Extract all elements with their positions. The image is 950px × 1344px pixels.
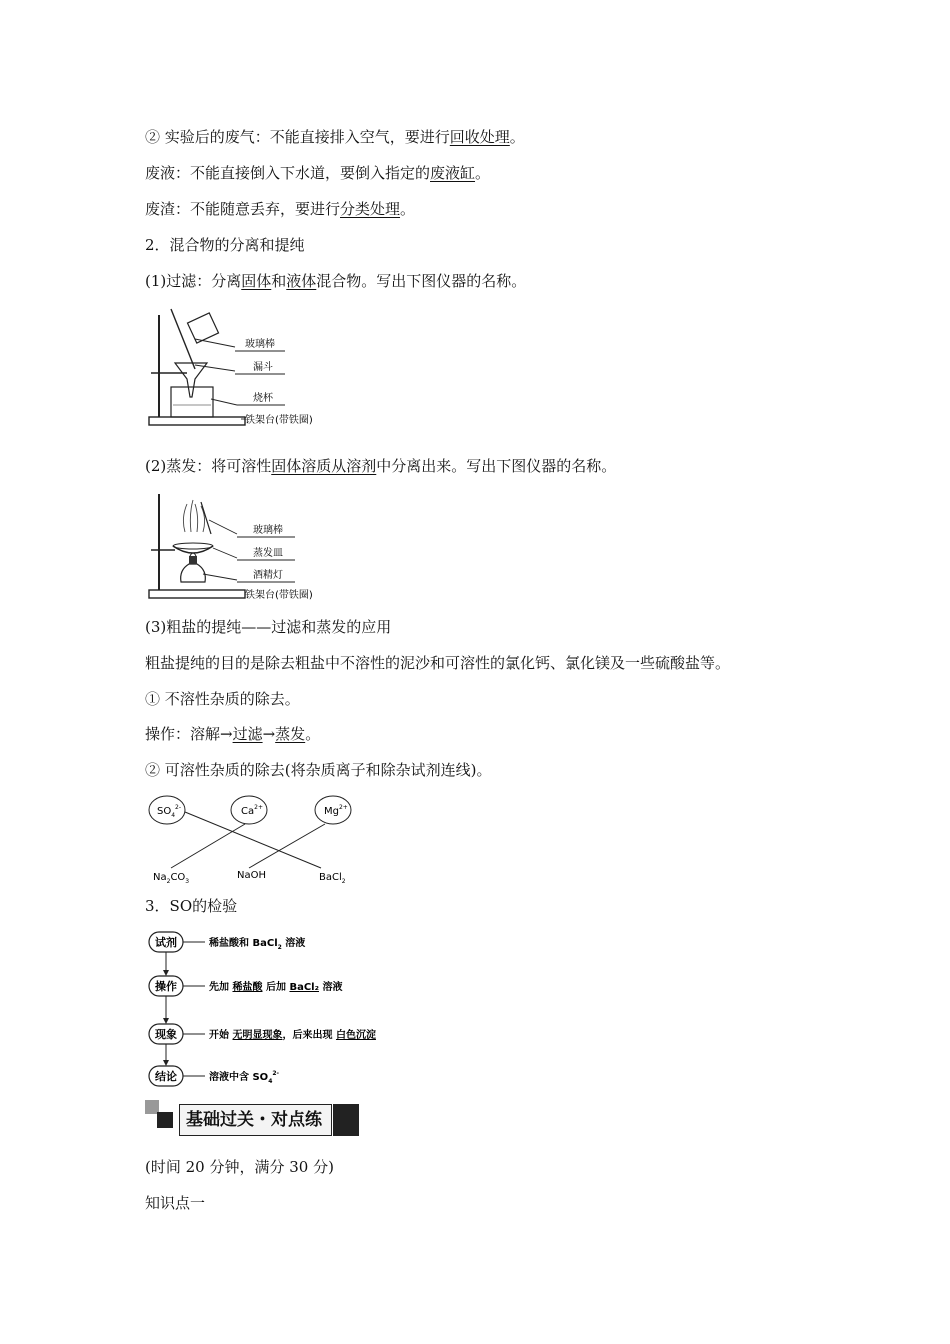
text-segment: ② 实验后的废气：不能直接排入空气，要进行 bbox=[145, 128, 450, 146]
text-segment: 和 bbox=[271, 272, 287, 290]
label-glass-rod: 玻璃棒 bbox=[253, 525, 283, 536]
answer-blank: 固体溶质从溶剂 bbox=[271, 457, 377, 475]
text-time-limit: (时间 20 分钟，满分 30 分) bbox=[145, 1158, 334, 1176]
flow-text-phenomenon: 开始 无明显现象，后来出现 白色沉淀 bbox=[209, 1030, 376, 1041]
label-funnel: 漏斗 bbox=[253, 362, 273, 373]
section-banner bbox=[145, 1100, 360, 1138]
text-waste-gas bbox=[145, 127, 525, 147]
section-heading-3: 3．SO的检验 bbox=[145, 897, 238, 915]
answer-blank: 废液缸 bbox=[430, 164, 476, 182]
filtration-apparatus-diagram bbox=[145, 305, 335, 435]
reagent-sodium-hydroxide: NaOH bbox=[237, 870, 266, 881]
text-waste-liquid bbox=[145, 163, 490, 183]
text-segment: 废渣：不能随意丢弃，要进行 bbox=[145, 200, 341, 218]
text-segment: (1)过滤：分离 bbox=[145, 272, 242, 290]
text-segment: 中分离出来。写出下图仪器的名称。 bbox=[376, 457, 617, 475]
text-segment: 。 bbox=[475, 164, 491, 182]
text-insoluble: ① 不溶性杂质的除去。 bbox=[145, 690, 300, 708]
banner-title: 基础过关・对点练 bbox=[179, 1104, 332, 1136]
ion-calcium: $Ca^{2+}$ bbox=[241, 804, 263, 817]
banner-decoration bbox=[333, 1104, 359, 1136]
answer-blank: 固体 bbox=[241, 272, 272, 290]
text-segment: (2)蒸发：将可溶性 bbox=[145, 457, 272, 475]
reagent-sodium-carbonate: $Na_2CO_3$ bbox=[153, 872, 190, 885]
label-alcohol-lamp: 酒精灯 bbox=[253, 570, 283, 581]
reagent-barium-chloride: BaCl$_2$ bbox=[319, 872, 346, 885]
flow-text-reagent: 稀盐酸和 BaCl$_2$ 溶液 bbox=[209, 938, 306, 951]
text-segment: 。 bbox=[305, 725, 321, 743]
text-operation bbox=[145, 724, 320, 744]
text-segment: 操作：溶解→ bbox=[145, 725, 233, 743]
banner-decoration bbox=[157, 1112, 173, 1128]
text-purpose: 粗盐提纯的目的是除去粗盐中不溶性的泥沙和可溶性的氯化钙、氯化镁及一些硫酸盐等。 bbox=[145, 654, 731, 672]
flow-text-conclusion: 溶液中含 $SO_4^{2-}$ bbox=[209, 1070, 280, 1085]
flow-node-phenomenon: 现象 bbox=[155, 1028, 177, 1041]
ion-matching-diagram bbox=[145, 792, 365, 888]
label-iron-stand: 铁架台(带铁圈) bbox=[245, 415, 313, 426]
flow-node-reagent: 试剂 bbox=[155, 936, 177, 949]
answer-blank: 蒸发 bbox=[275, 725, 306, 743]
text-segment: 混合物。写出下图仪器的名称。 bbox=[316, 272, 527, 290]
section-heading-2: 2．混合物的分离和提纯 bbox=[145, 236, 305, 254]
match-line-calcium-na2co3 bbox=[171, 824, 245, 868]
text-filtration bbox=[145, 271, 526, 291]
ion-sulfate: $SO_4^{2-}$ bbox=[157, 804, 182, 819]
evaporation-apparatus-diagram bbox=[145, 490, 335, 606]
answer-blank: 过滤 bbox=[232, 725, 263, 743]
sulfate-test-flowchart bbox=[145, 930, 425, 1090]
text-evaporation bbox=[145, 456, 616, 476]
answer-blank: 液体 bbox=[286, 272, 317, 290]
text-segment: → bbox=[262, 725, 276, 743]
flow-text-operation: 先加 稀盐酸 后加 BaCl₂ 溶液 bbox=[209, 982, 343, 993]
label-beaker: 烧杯 bbox=[253, 393, 273, 404]
text-segment: 废液：不能直接倒入下水道，要倒入指定的 bbox=[145, 164, 431, 182]
ion-magnesium: $Mg^{2+}$ bbox=[324, 804, 348, 817]
match-line-sulfate-bacl2 bbox=[185, 812, 321, 868]
label-glass-rod: 玻璃棒 bbox=[245, 339, 275, 350]
text-knowledge-point: 知识点一 bbox=[145, 1194, 206, 1212]
text-segment: 。 bbox=[400, 200, 416, 218]
answer-blank: 分类处理 bbox=[340, 200, 401, 218]
text-segment: 。 bbox=[509, 128, 525, 146]
flow-node-operation: 操作 bbox=[155, 980, 177, 993]
answer-blank: 回收处理 bbox=[449, 128, 510, 146]
label-iron-stand: 铁架台(带铁圈) bbox=[245, 590, 313, 601]
text-salt-purification: (3)粗盐的提纯——过滤和蒸发的应用 bbox=[145, 618, 392, 636]
text-soluble: ② 可溶性杂质的除去(将杂质离子和除杂试剂连线)。 bbox=[145, 761, 492, 779]
text-waste-solid bbox=[145, 199, 415, 219]
flow-node-conclusion: 结论 bbox=[155, 1070, 177, 1083]
label-evaporating-dish: 蒸发皿 bbox=[253, 548, 283, 559]
match-line-magnesium-naoh bbox=[249, 824, 325, 868]
